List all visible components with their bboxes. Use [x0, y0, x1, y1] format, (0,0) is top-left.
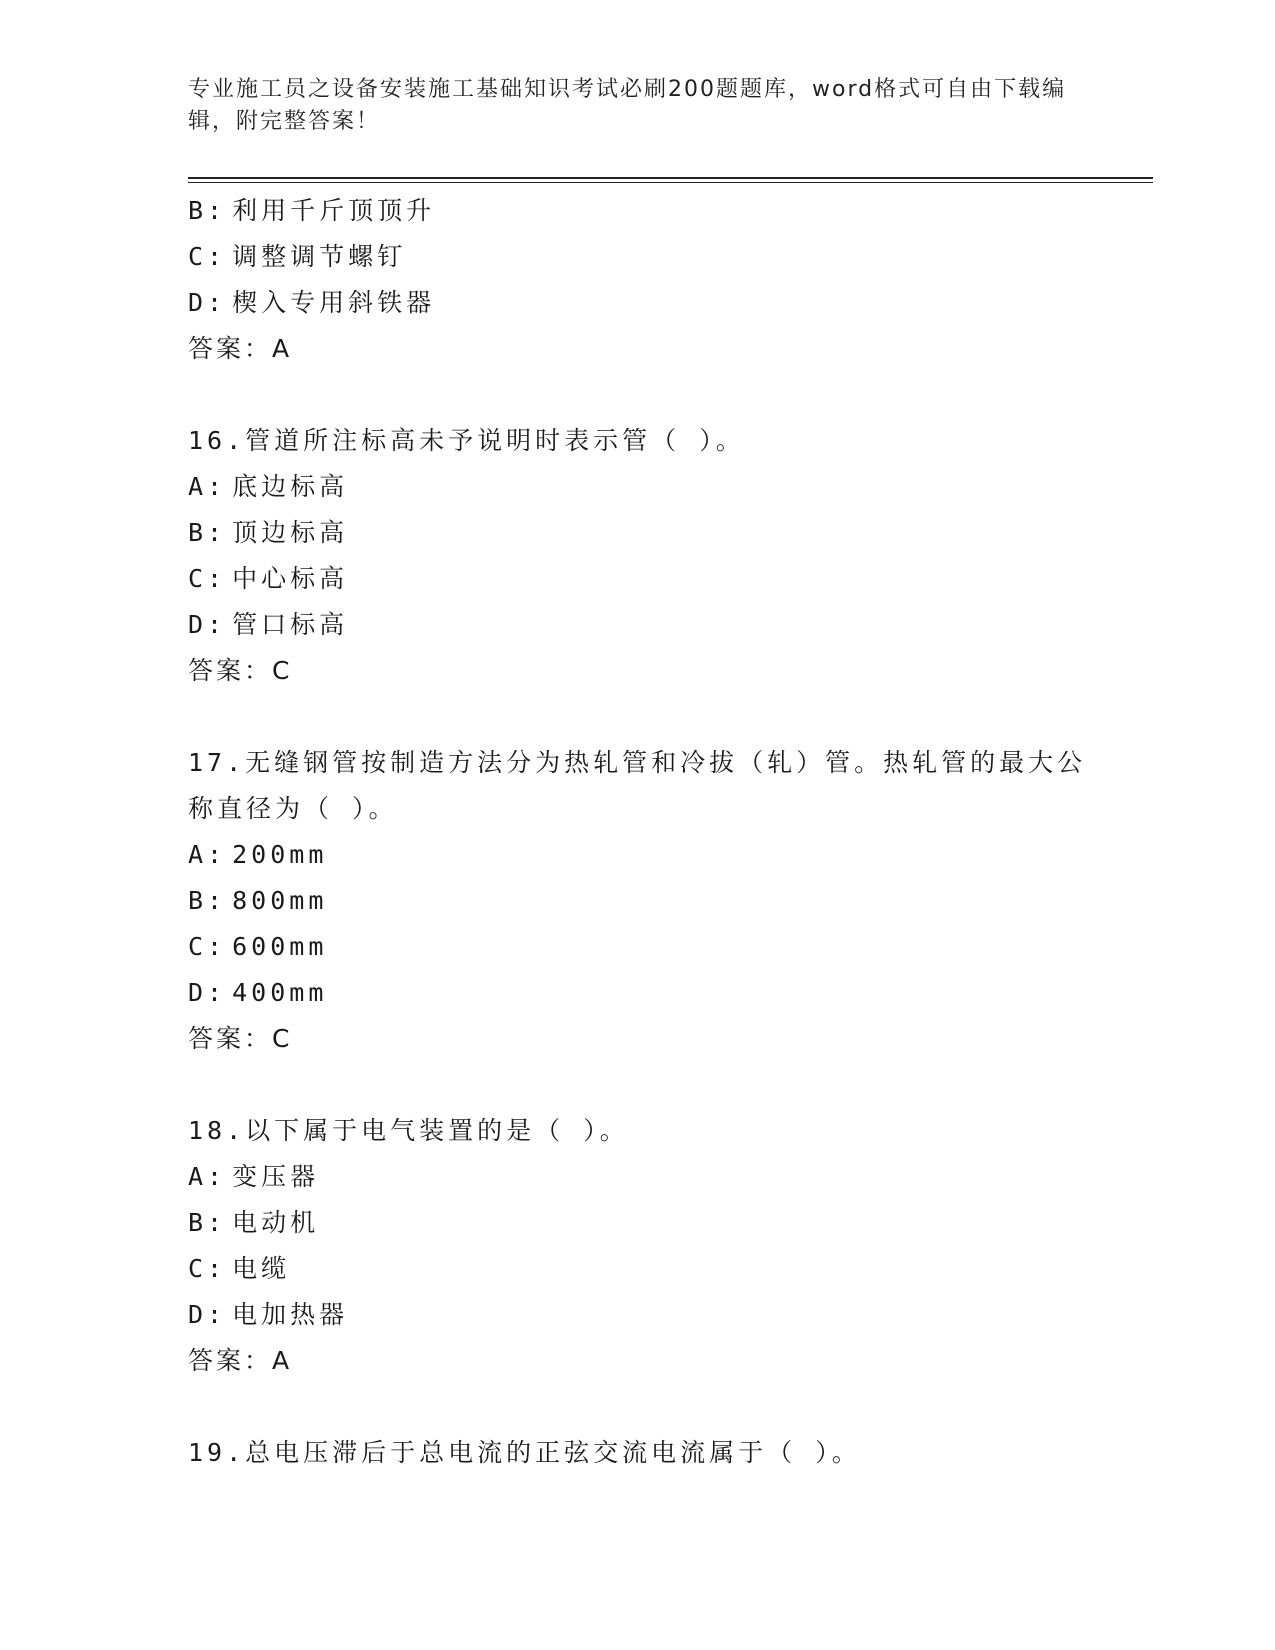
option-label: C: [188, 242, 227, 271]
option-label: D: [188, 1300, 227, 1329]
block-spacer [188, 1384, 1088, 1430]
option-text: 电加热器 [232, 1300, 349, 1329]
option-c [188, 924, 1088, 970]
option-label: B: [188, 518, 227, 547]
option-b [188, 878, 1088, 924]
question-text: 18.以下属于电气装置的是（ ）。 [188, 1116, 629, 1145]
option-b [188, 1200, 1088, 1246]
block-spacer [188, 1062, 1088, 1108]
option-b [188, 188, 1088, 234]
option-label: C: [188, 1254, 227, 1283]
block-spacer [188, 372, 1088, 418]
option-label: A: [188, 840, 227, 869]
option-text: 电动机 [232, 1208, 320, 1237]
option-text: 顶边标高 [232, 518, 349, 547]
option-label: B: [188, 196, 227, 225]
document-header [188, 74, 1088, 138]
option-text: 底边标高 [232, 472, 349, 501]
option-text: 中心标高 [232, 564, 349, 593]
option-text: 管口标高 [232, 610, 349, 639]
option-label: A: [188, 472, 227, 501]
question-block [188, 1108, 1088, 1384]
question-block [188, 188, 1088, 372]
answer-line: 答案：C [188, 656, 293, 685]
option-text: 200mm [232, 840, 328, 869]
option-text: 变压器 [232, 1162, 320, 1191]
question-block [188, 1430, 1088, 1476]
option-a [188, 1154, 1088, 1200]
option-a [188, 464, 1088, 510]
option-label: C: [188, 564, 227, 593]
option-label: C: [188, 932, 227, 961]
option-label: B: [188, 886, 227, 915]
option-label: D: [188, 288, 227, 317]
option-label: D: [188, 978, 227, 1007]
answer-line: 答案：C [188, 1024, 293, 1053]
option-d [188, 280, 1088, 326]
header-divider-thin [188, 182, 1153, 183]
question-block [188, 740, 1088, 1062]
block-spacer [188, 694, 1088, 740]
option-c [188, 234, 1088, 280]
option-text: 楔入专用斜铁器 [232, 288, 436, 317]
option-d [188, 602, 1088, 648]
answer-line: 答案：A [188, 1346, 293, 1375]
option-label: B: [188, 1208, 227, 1237]
option-c [188, 556, 1088, 602]
option-text: 调整调节螺钉 [232, 242, 407, 271]
question-text: 19.总电压滞后于总电流的正弦交流电流属于（ ）。 [188, 1438, 861, 1467]
question-list [188, 188, 1088, 1476]
option-c [188, 1246, 1088, 1292]
header-title: 专业施工员之设备安装施工基础知识考试必刷200题题库，word格式可自由下载编辑，附完整答案！ [188, 77, 1067, 134]
answer-line: 答案：A [188, 334, 293, 363]
header-divider-thick [188, 177, 1153, 179]
question-text: 17.无缝钢管按制造方法分为热轧管和冷拔（轧）管。热轧管的最大公称直径为（ ）。 [188, 748, 1087, 823]
option-text: 利用千斤顶顶升 [232, 196, 436, 225]
option-text: 600mm [232, 932, 328, 961]
option-label: A: [188, 1162, 227, 1191]
option-d [188, 970, 1088, 1016]
option-text: 电缆 [232, 1254, 291, 1283]
option-label: D: [188, 610, 227, 639]
option-text: 400mm [232, 978, 328, 1007]
question-text: 16.管道所注标高未予说明时表示管（ ）。 [188, 426, 745, 455]
option-a [188, 832, 1088, 878]
option-b [188, 510, 1088, 556]
question-block [188, 418, 1088, 694]
option-d [188, 1292, 1088, 1338]
option-text: 800mm [232, 886, 328, 915]
